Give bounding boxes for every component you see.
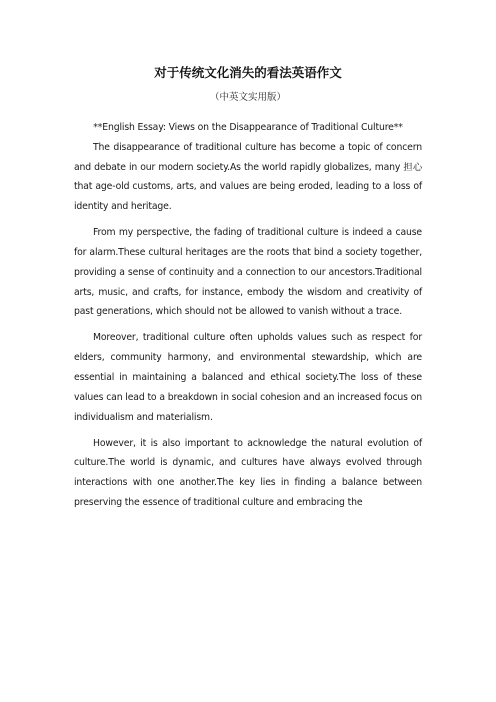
essay-paragraph-2: From my perspective, the fading of traditional culture is indeed a cause for alarm.These cultural heritages are the roots that bind a society together, providing a sense of continuity and a connection to our ancestors.Traditional arts, music, and crafts, for instance, embody the wisdom and creativity of past generations, which should not be allowed to vanish without a trace. [74,227,422,318]
essay-paragraph-3: Moreover, traditional culture often upholds values such as respect for elders, community harmony, and environmental stewardship, which are essential in maintaining a balanced and ethical society.The loss of these values can lead to a breakdown in social cohesion and an increased focus on individualism and materialism. [74,332,422,423]
essay-paragraph-1: The disappearance of traditional culture has become a topic of concern and debate in our modern society.As the world rapidly globalizes, many 担心 that age-old customs, arts, and values are being eroded, leading to a loss of identity and heritage. [74,141,422,213]
essay-heading: **English Essay: Views on the Disappearance of Traditional Culture** [93,122,403,133]
essay-paragraph-4: However, it is also important to acknowledge the natural evolution of culture.The world is dynamic, and cultures have always evolved through interactions with one another.The key lies in finding a balance between preserving the essence of traditional culture and embracing the [74,437,422,508]
document-subtitle: （中英文实用版） [209,92,286,103]
document-title: 对于传统文化消失的看法英语作文 [154,65,342,80]
essay-body [74,118,422,513]
